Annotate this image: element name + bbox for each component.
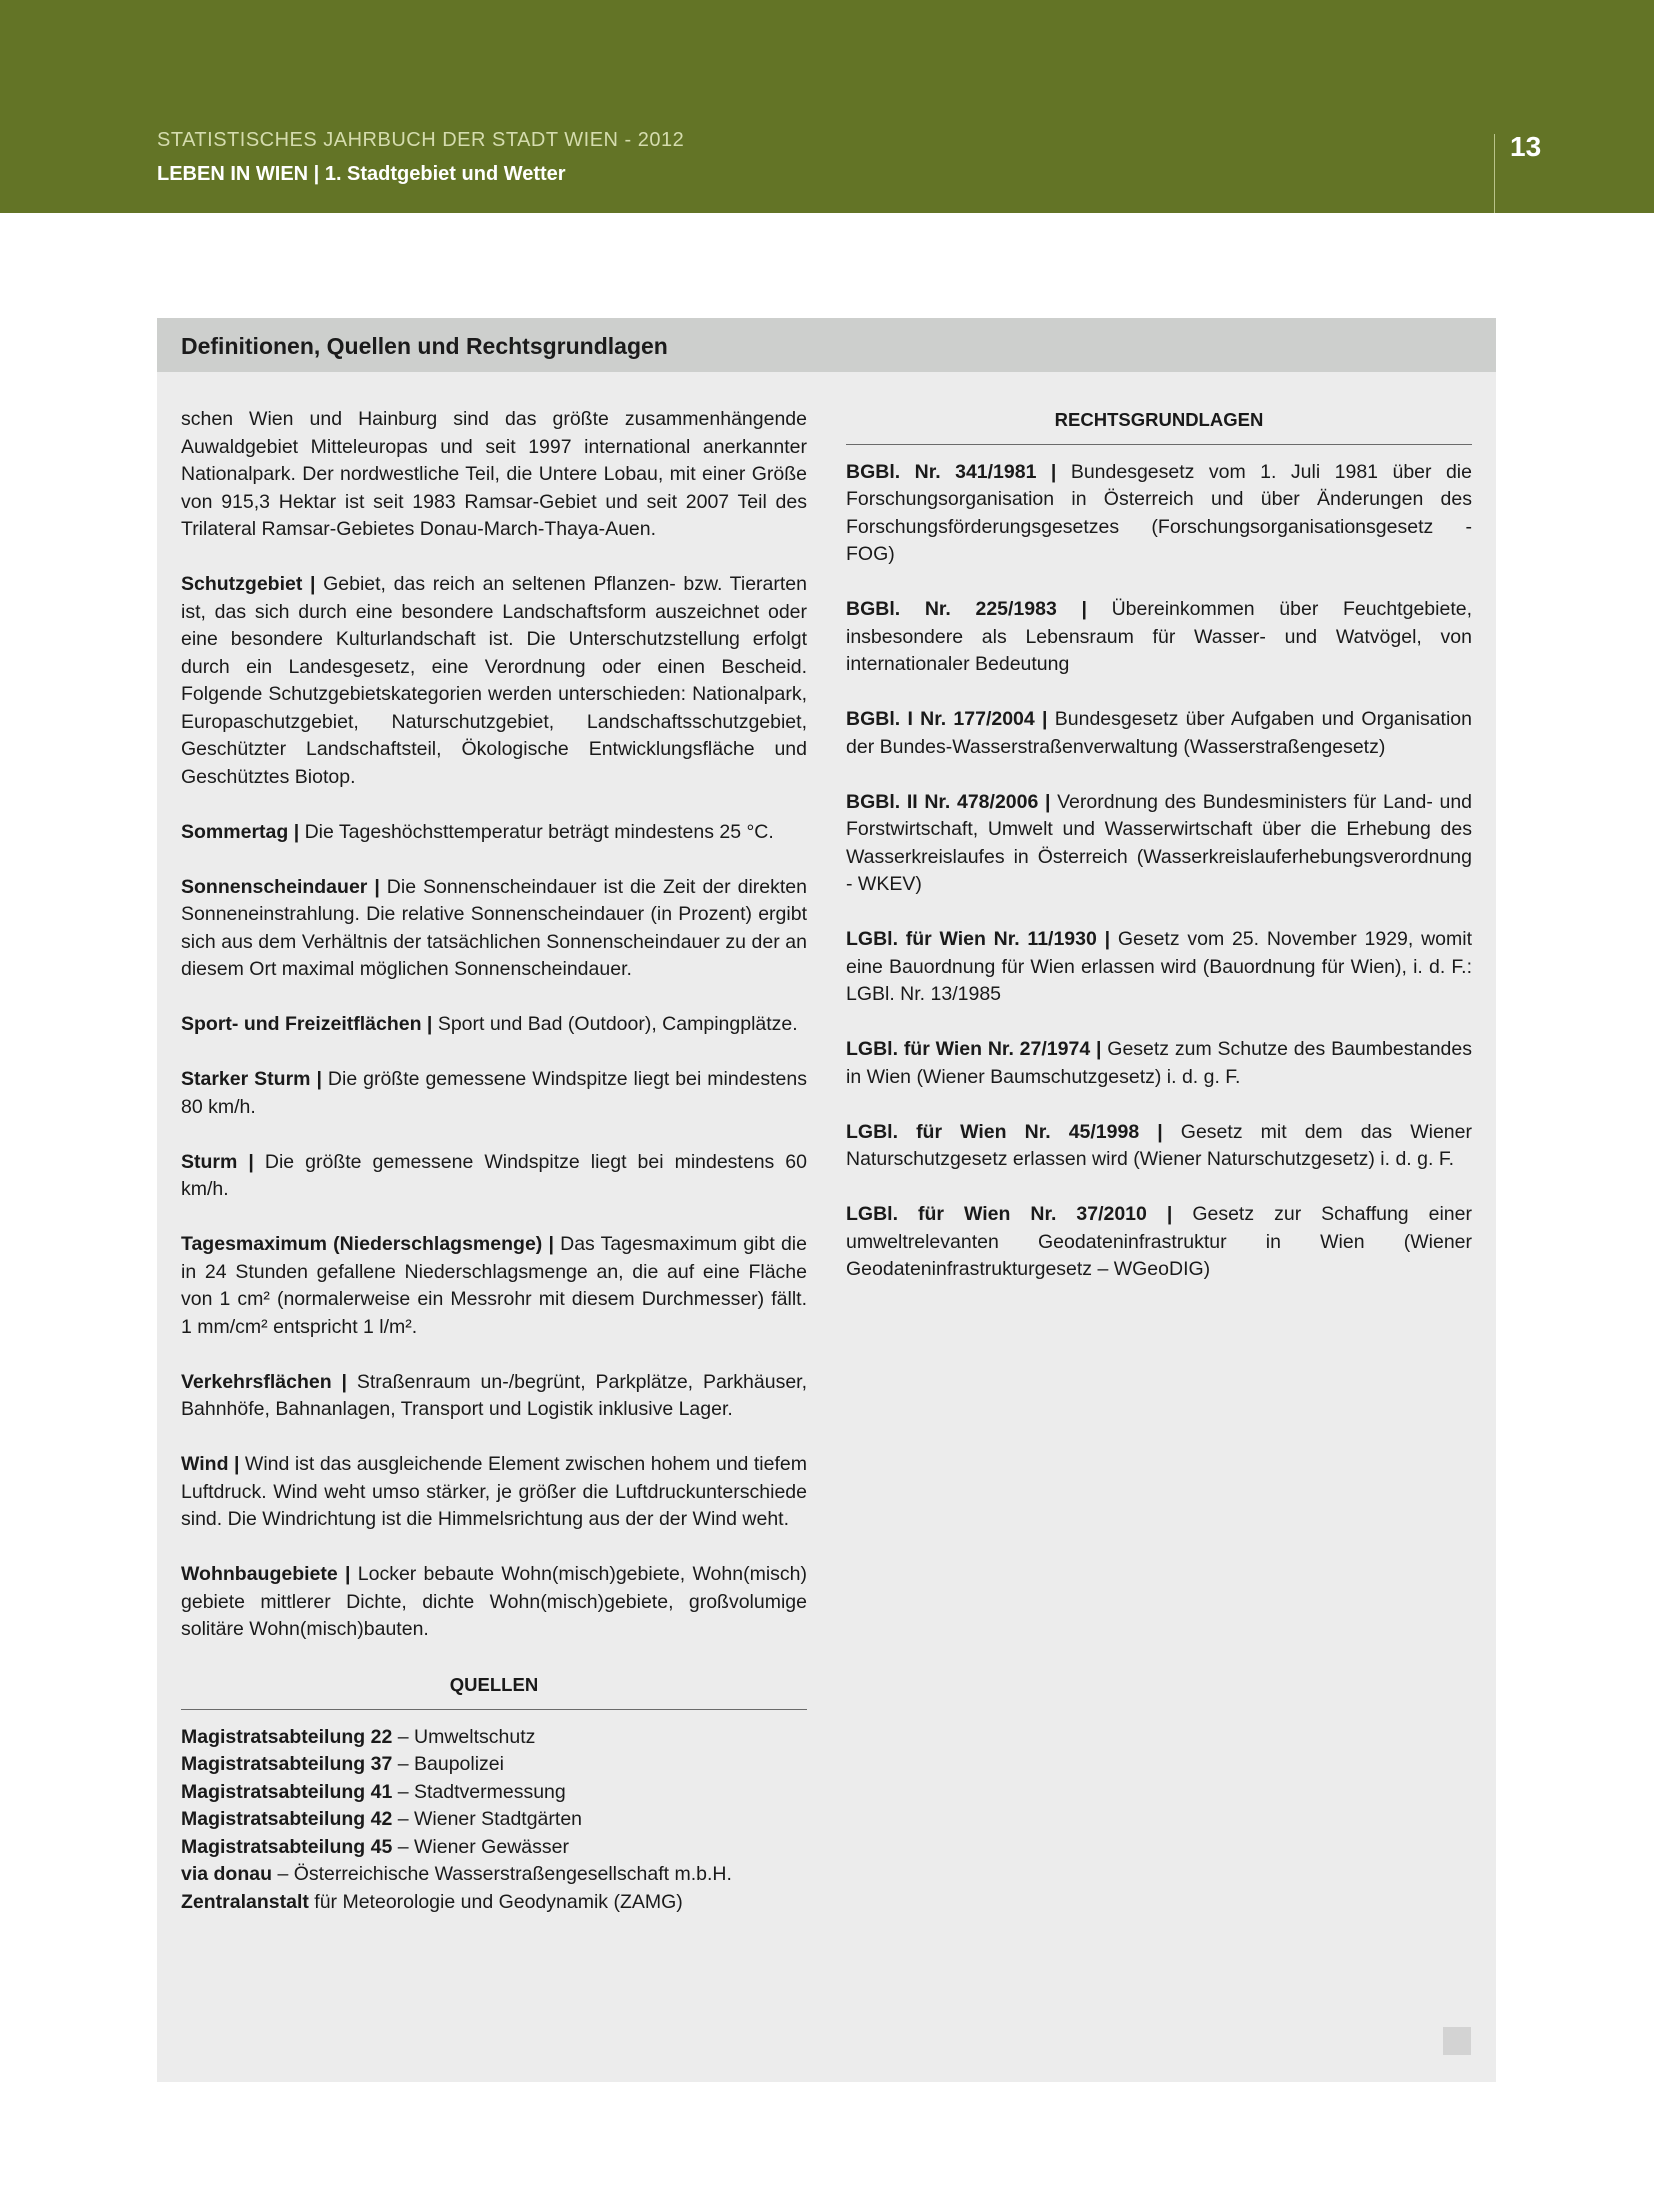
law-item (846, 1119, 1472, 1174)
definition-text: Das Tagesmaximum gibt die in 24 Stunden gefallene Niederschlagsmenge an, die auf eine Fläche von 1 cm² (normalerweise ein Messrohr mit diesem Durchmesser) fällt. 1 mm/cm² entspricht 1 l/m². (181, 1233, 807, 1338)
intro-paragraph: schen Wien und Hainburg sind das größte zusammenhängende Auwaldgebiet Mitteleuropas und seit 1997 international anerkannter Nationalpark. Der nordwestliche Teil, die Untere Lobau, mit einer Größe von 915,3 Hektar ist seit 1983 Ramsar-Gebiet und seit 2007 Teil des Trilateral Ramsar-Gebietes Donau-March-Thaya-Auen. (181, 408, 807, 540)
law-item (846, 926, 1472, 1009)
definition-item (181, 819, 807, 847)
definition-item (181, 1231, 807, 1341)
definition-text: Straßenraum un-/begrünt, Parkplätze, Parkhäuser, Bahnhöfe, Bahnanlagen, Transport und Logistik inklusive Lager. (181, 1370, 808, 1420)
source-desc: – Umweltschutz (397, 1725, 536, 1748)
source-name: Zentralanstalt (181, 1890, 309, 1913)
definition-term: Sturm | (181, 1150, 254, 1173)
law-item (846, 596, 1472, 679)
source-name: via donau (181, 1863, 273, 1885)
list-item (181, 1751, 807, 1779)
law-item (846, 706, 1472, 761)
definition-term: Wind | (181, 1453, 240, 1475)
list-item (181, 1779, 807, 1807)
definition-item (181, 1561, 807, 1644)
source-desc: – Österreichische Wasserstraßengesellschaft m.b.H. (277, 1863, 732, 1885)
law-text: Gesetz vom 25. November 1929, womit eine Bauordnung für Wien erlassen wird (Bauordnung für Wien), i. d. F.: LGBl. Nr. 13/1985 (846, 928, 1472, 1005)
law-reference: LGBl. für Wien Nr. 37/2010 | (846, 1203, 1173, 1225)
definition-term: Sommertag | (181, 820, 300, 843)
definition-item (181, 1066, 807, 1121)
definition-text: Die Sonnenscheindauer ist die Zeit der direkten Sonneneinstrahlung. Die relative Sonnenscheindauer (in Prozent) ergibt sich aus dem Verhältnis der tatsächlichen Sonnenscheindauer zu der an diesem Ort maximal möglichen Sonnenscheindauer. (181, 875, 807, 980)
definition-text: Die größte gemessene Windspitze liegt bei mindestens 80 km/h. (181, 1068, 807, 1118)
source-desc: – Baupolizei (397, 1753, 504, 1775)
list-item (181, 1834, 807, 1862)
source-name: Magistratsabteilung 41 (181, 1780, 393, 1803)
source-name: Magistratsabteilung 42 (181, 1808, 393, 1830)
law-reference: LGBl. für Wien Nr. 11/1930 | (846, 928, 1111, 950)
definition-item (181, 1451, 807, 1534)
law-text: Gesetz mit dem das Wiener Naturschutzgesetz erlassen wird (Wiener Naturschutzgesetz) i. d. g. F. (846, 1120, 1472, 1170)
law-text: Übereinkommen über Feuchtgebiete, insbesondere als Lebensraum für Wasser- und Watvögel, von internationaler Bedeutung (846, 598, 1472, 675)
right-column (846, 406, 1472, 1311)
definition-text: Die Tageshöchsttemperatur beträgt mindestens 25 °C. (304, 820, 774, 843)
definition-item (181, 1369, 807, 1424)
definition-item (181, 571, 807, 791)
panel-title: Definitionen, Quellen und Rechtsgrundlagen (181, 333, 668, 359)
definition-item (181, 1011, 807, 1039)
publication-title: STATISTISCHES JAHRBUCH DER STADT WIEN - 2012 (157, 129, 685, 151)
definition-text: Sport und Bad (Outdoor), Campingplätze. (437, 1013, 798, 1035)
header-divider (1494, 134, 1495, 213)
definition-term: Schutzgebiet | (181, 573, 316, 595)
source-desc: – Stadtvermessung (397, 1780, 566, 1803)
law-reference: LGBl. für Wien Nr. 45/1998 | (846, 1120, 1163, 1143)
definition-text: Locker bebaute Wohn(misch)gebiete, Wohn(misch) gebiete mittlerer Dichte, dichte Wohn(misch)gebiete, großvolumige solitäre Wohn(misch)bauten. (181, 1563, 807, 1640)
definition-term: Sonnenscheindauer | (181, 875, 380, 898)
corner-marker (1443, 2027, 1471, 2055)
quellen-heading: QUELLEN (181, 1671, 807, 1710)
law-reference: BGBl. Nr. 225/1983 | (846, 598, 1087, 620)
quellen-list (181, 1724, 807, 1917)
panel-title-bar (157, 318, 1496, 372)
source-name: Magistratsabteilung 37 (181, 1753, 393, 1775)
source-desc: für Meteorologie und Geodynamik (ZAMG) (314, 1890, 683, 1913)
law-text: Gesetz zur Schaffung einer umweltrelevanten Geodateninfrastruktur in Wien (Wiener Geodateninfrastrukturgesetz – WGeoDIG) (846, 1203, 1472, 1280)
rechtsgrundlagen-heading: RECHTSGRUNDLAGEN (846, 406, 1472, 445)
list-item (181, 1889, 807, 1917)
definition-term: Starker Sturm | (181, 1068, 322, 1090)
definition-text: Die größte gemessene Windspitze liegt bei mindestens 60 km/h. (181, 1150, 808, 1200)
law-item (846, 789, 1472, 899)
list-item (181, 1806, 807, 1834)
law-item (846, 1036, 1472, 1091)
source-name: Magistratsabteilung 22 (181, 1725, 393, 1748)
list-item (181, 1861, 807, 1889)
definition-text: Wind ist das ausgleichende Element zwischen hohem und tiefem Luftdruck. Wind weht umso stärker, je größer die Luftdruckunterschiede sind. Die Windrichtung ist die Himmelsrichtung aus der der Wind weht. (181, 1453, 807, 1530)
left-column (181, 406, 807, 1916)
law-text: Gesetz zum Schutze des Baumbestandes in Wien (Wiener Baumschutzgesetz) i. d. g. F. (846, 1038, 1472, 1088)
law-item (846, 459, 1472, 569)
definition-text: Gebiet, das reich an seltenen Pflanzen- bzw. Tierarten ist, das sich durch eine besondere Landschaftsform auszeichnet oder eine besondere Kulturlandschaft ist. Die Unterschutzstellung erfolgt durch ein Landesgesetz, eine Verordnung oder einen Bescheid. Folgende Schutzgebietskategorien werden unterschieden: Nationalpark, Europaschutzgebiet, Naturschutzgebiet, Landschaftsschutzgebiet, Geschützter Landschaftsteil, Ökologische Entwicklungsfläche und Geschütztes Biotop. (181, 573, 807, 788)
law-reference: BGBl. II Nr. 478/2006 | (846, 790, 1051, 813)
source-desc: – Wiener Stadtgärten (397, 1808, 583, 1830)
source-name: Magistratsabteilung 45 (181, 1835, 393, 1858)
definition-item (181, 874, 807, 984)
definition-item (181, 1149, 807, 1204)
definition-term: Verkehrsflächen | (181, 1370, 347, 1393)
definition-term: Sport- und Freizeitflächen | (181, 1013, 433, 1035)
list-item (181, 1724, 807, 1752)
law-text: Bundesgesetz vom 1. Juli 1981 über die Forschungsorganisation in Österreich und über Änderungen des Forschungsförderungsgesetzes (Forschungsorganisationsgesetz - FOG) (846, 460, 1472, 565)
law-reference: LGBl. für Wien Nr. 27/1974 | (846, 1038, 1102, 1060)
law-reference: BGBl. I Nr. 177/2004 | (846, 708, 1048, 730)
definition-term: Tagesmaximum (Niederschlagsmenge) | (181, 1233, 554, 1255)
page-number: 13 (1510, 131, 1542, 162)
law-text: Verordnung des Bundesministers für Land- und Forstwirtschaft, Umwelt und Wasserwirtschaft über die Erhebung des Wasserkreislaufes in Österreich (Wasserkreislauferhebungsverordnung - WKEV) (846, 790, 1473, 895)
source-desc: – Wiener Gewässer (397, 1835, 569, 1858)
law-reference: BGBl. Nr. 341/1981 | (846, 460, 1057, 483)
definition-term: Wohnbaugebiete | (181, 1563, 351, 1585)
definitions-panel (157, 318, 1496, 2082)
law-text: Bundesgesetz über Aufgaben und Organisation der Bundes-Wasserstraßenverwaltung (Wasserstraßengesetz) (846, 708, 1472, 758)
chapter-breadcrumb: LEBEN IN WIEN | 1. Stadtgebiet und Wetter (157, 163, 566, 185)
law-item (846, 1201, 1472, 1284)
